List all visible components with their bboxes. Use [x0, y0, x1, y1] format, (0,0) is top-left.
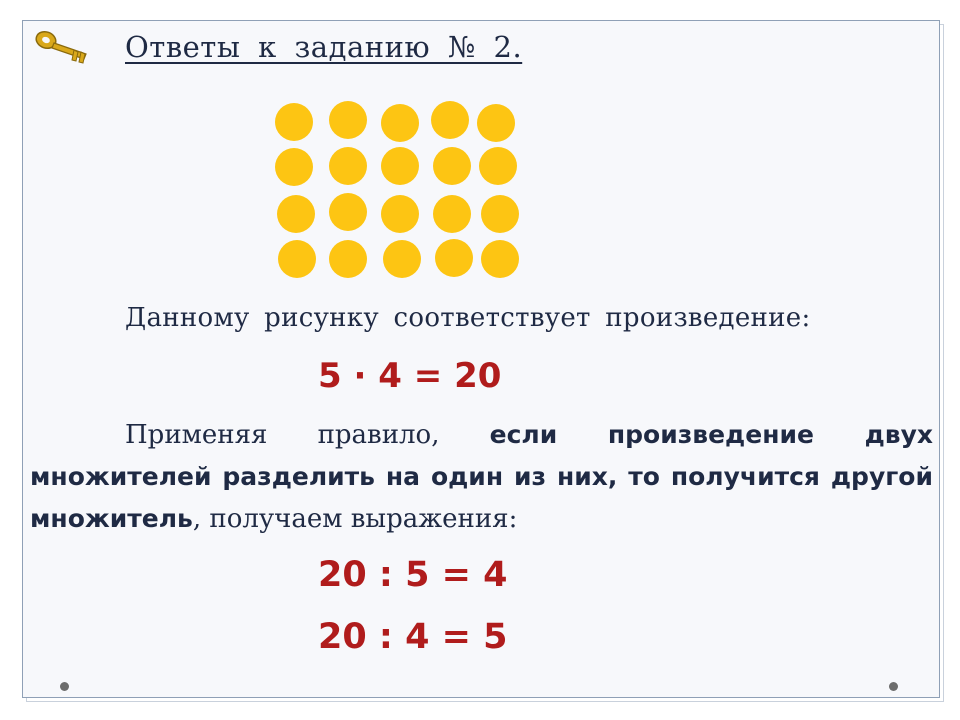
dot — [381, 104, 419, 142]
dot — [431, 101, 469, 139]
dot — [329, 193, 367, 231]
row-3 — [277, 193, 519, 233]
dot — [381, 147, 419, 185]
dot — [329, 240, 367, 278]
row-2 — [275, 147, 517, 186]
dot — [433, 195, 471, 233]
dot — [479, 147, 517, 185]
rule-paragraph — [30, 414, 933, 540]
dot — [481, 195, 519, 233]
paragraph-rule: если произведение двух множителей разделить на один из них, то получится другой множитель — [30, 420, 934, 533]
row-1 — [275, 101, 515, 142]
division-equation-1: 20 : 5 = 4 — [318, 555, 508, 595]
dot — [477, 104, 515, 142]
figure-caption: Данному рисунку соответствует произведение: — [125, 303, 811, 333]
corner-pin-left — [60, 682, 69, 691]
paragraph-intro: Применяя правило, — [125, 420, 490, 450]
dot — [329, 101, 367, 139]
division-equation-2: 20 : 4 = 5 — [318, 617, 508, 657]
row-4 — [278, 239, 519, 278]
dot — [481, 240, 519, 278]
dot — [381, 195, 419, 233]
dot — [275, 103, 313, 141]
paragraph-outro: , получаем выражения: — [192, 504, 518, 534]
dot — [278, 240, 316, 278]
corner-pin-right — [889, 682, 898, 691]
dot-array-figure — [270, 98, 530, 283]
product-equation: 5 · 4 = 20 — [318, 356, 502, 396]
dot — [277, 195, 315, 233]
dot — [435, 239, 473, 277]
page-title: Ответы к заданию № 2. — [125, 30, 523, 64]
dot — [433, 147, 471, 185]
dot — [275, 148, 313, 186]
dot — [329, 147, 367, 185]
dot — [383, 240, 421, 278]
key-icon — [34, 26, 90, 66]
